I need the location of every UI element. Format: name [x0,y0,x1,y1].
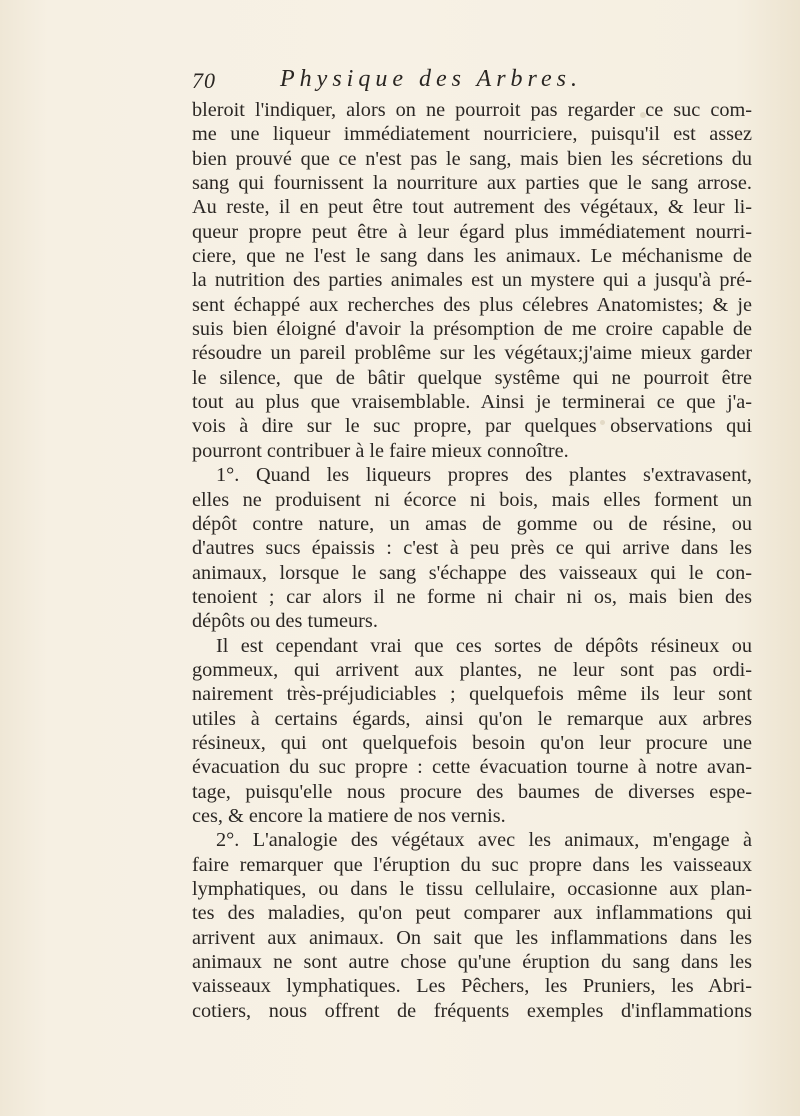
text-line: animaux ne sont autre chose qu'une éruption du sang dans les [192,951,752,974]
text-line: tout au plus que vraisemblable. Ainsi je terminerai ce que j'a- [192,391,752,414]
text-line: sang qui fournissent la nourriture aux parties que le sang arrose. [192,172,752,195]
text-line: résoudre un pareil problême sur les végétaux;j'aime mieux garder [192,342,752,365]
text-line: tenoient ; car alors il ne forme ni chair ni os, mais bien des [192,585,752,608]
text-line: ciere, que ne l'est le sang dans les animaux. Le méchanisme de [192,245,752,268]
text-line: pourront contribuer à le faire mieux connoître. [192,439,569,462]
text-line: sent échappé aux recherches des plus célebres Anatomistes; & je [192,293,752,316]
running-title: Physique des Arbres. [280,66,582,92]
page-header [192,68,752,98]
text-line: bleroit l'indiquer, alors on ne pourroit pas regarder ce suc com- [192,99,752,121]
text-line: nairement très-préjudiciables ; quelquefois même ils leur sont [192,683,752,706]
text-line: arrivent aux animaux. On sait que les inflammations dans les [192,926,752,949]
text-line: bien prouvé que ce n'est pas le sang, mais bien les sécretions du [192,147,752,170]
body-text [192,98,752,1023]
text-line: ces, & encore la matiere de nos vernis. [192,804,506,827]
text-line: elles ne produisent ni écorce ni bois, mais elles forment un [192,488,752,511]
text-line: évacuation du suc propre : cette évacuation tourne à notre avan- [192,756,752,779]
text-line: la nutrition des parties animales est un mystere qui a jusqu'à pré- [192,269,752,292]
page-number: 70 [192,68,216,93]
text-line: Il est cependant vrai que ces sortes de dépôts résineux ou [216,634,752,657]
text-line: gommeux, qui arrivent aux plantes, ne leur sont pas ordi- [192,658,752,681]
text-line: Au reste, il en peut être tout autrement des végétaux, & leur li- [192,196,752,219]
text-line: suis bien éloigné d'avoir la présomption de me croire capable de [192,318,752,341]
text-line: d'autres sucs épaissis : c'est à peu près ce qui arrive dans les [192,537,752,560]
text-line: le silence, que de bâtir quelque systême qui ne pourroit être [192,366,752,389]
text-line: dépôts ou des tumeurs. [192,610,378,633]
text-line: animaux, lorsque le sang s'échappe des vaisseaux qui le con- [192,561,752,584]
text-line: queur propre peut être à leur égard plus immédiatement nourri- [192,220,752,243]
text-line: tage, puisqu'elle nous procure des baumes de diverses espe- [192,780,752,803]
text-line: tes des maladies, qu'on peut comparer aux inflammations qui [192,902,752,925]
text-line: 1°. Quand les liqueurs propres des plantes s'extravasent, [216,464,752,487]
text-line: vois à dire sur le suc propre, par quelques observations qui [192,415,752,438]
text-line: lymphatiques, ou dans le tissu cellulaire, occasionne aux plan- [192,878,752,900]
text-line: vaisseaux lymphatiques. Les Pêchers, les Pruniers, les Abri- [192,975,752,998]
text-line: me une liqueur immédiatement nourriciere, puisqu'il est assez [192,123,752,146]
text-line: résineux, qui ont quelquefois besoin qu'on leur procure une [192,731,752,754]
text-line: 2°. L'analogie des végétaux avec les animaux, m'engage à [216,829,752,852]
text-line: dépôt contre nature, un amas de gomme ou de résine, ou [192,512,752,535]
text-line: faire remarquer que l'éruption du suc propre dans les vaisseaux [192,853,752,876]
text-line: utiles à certains égards, ainsi qu'on le remarque aux arbres [192,707,752,730]
text-line: cotiers, nous offrent de fréquents exemples d'inflammations [192,999,752,1022]
